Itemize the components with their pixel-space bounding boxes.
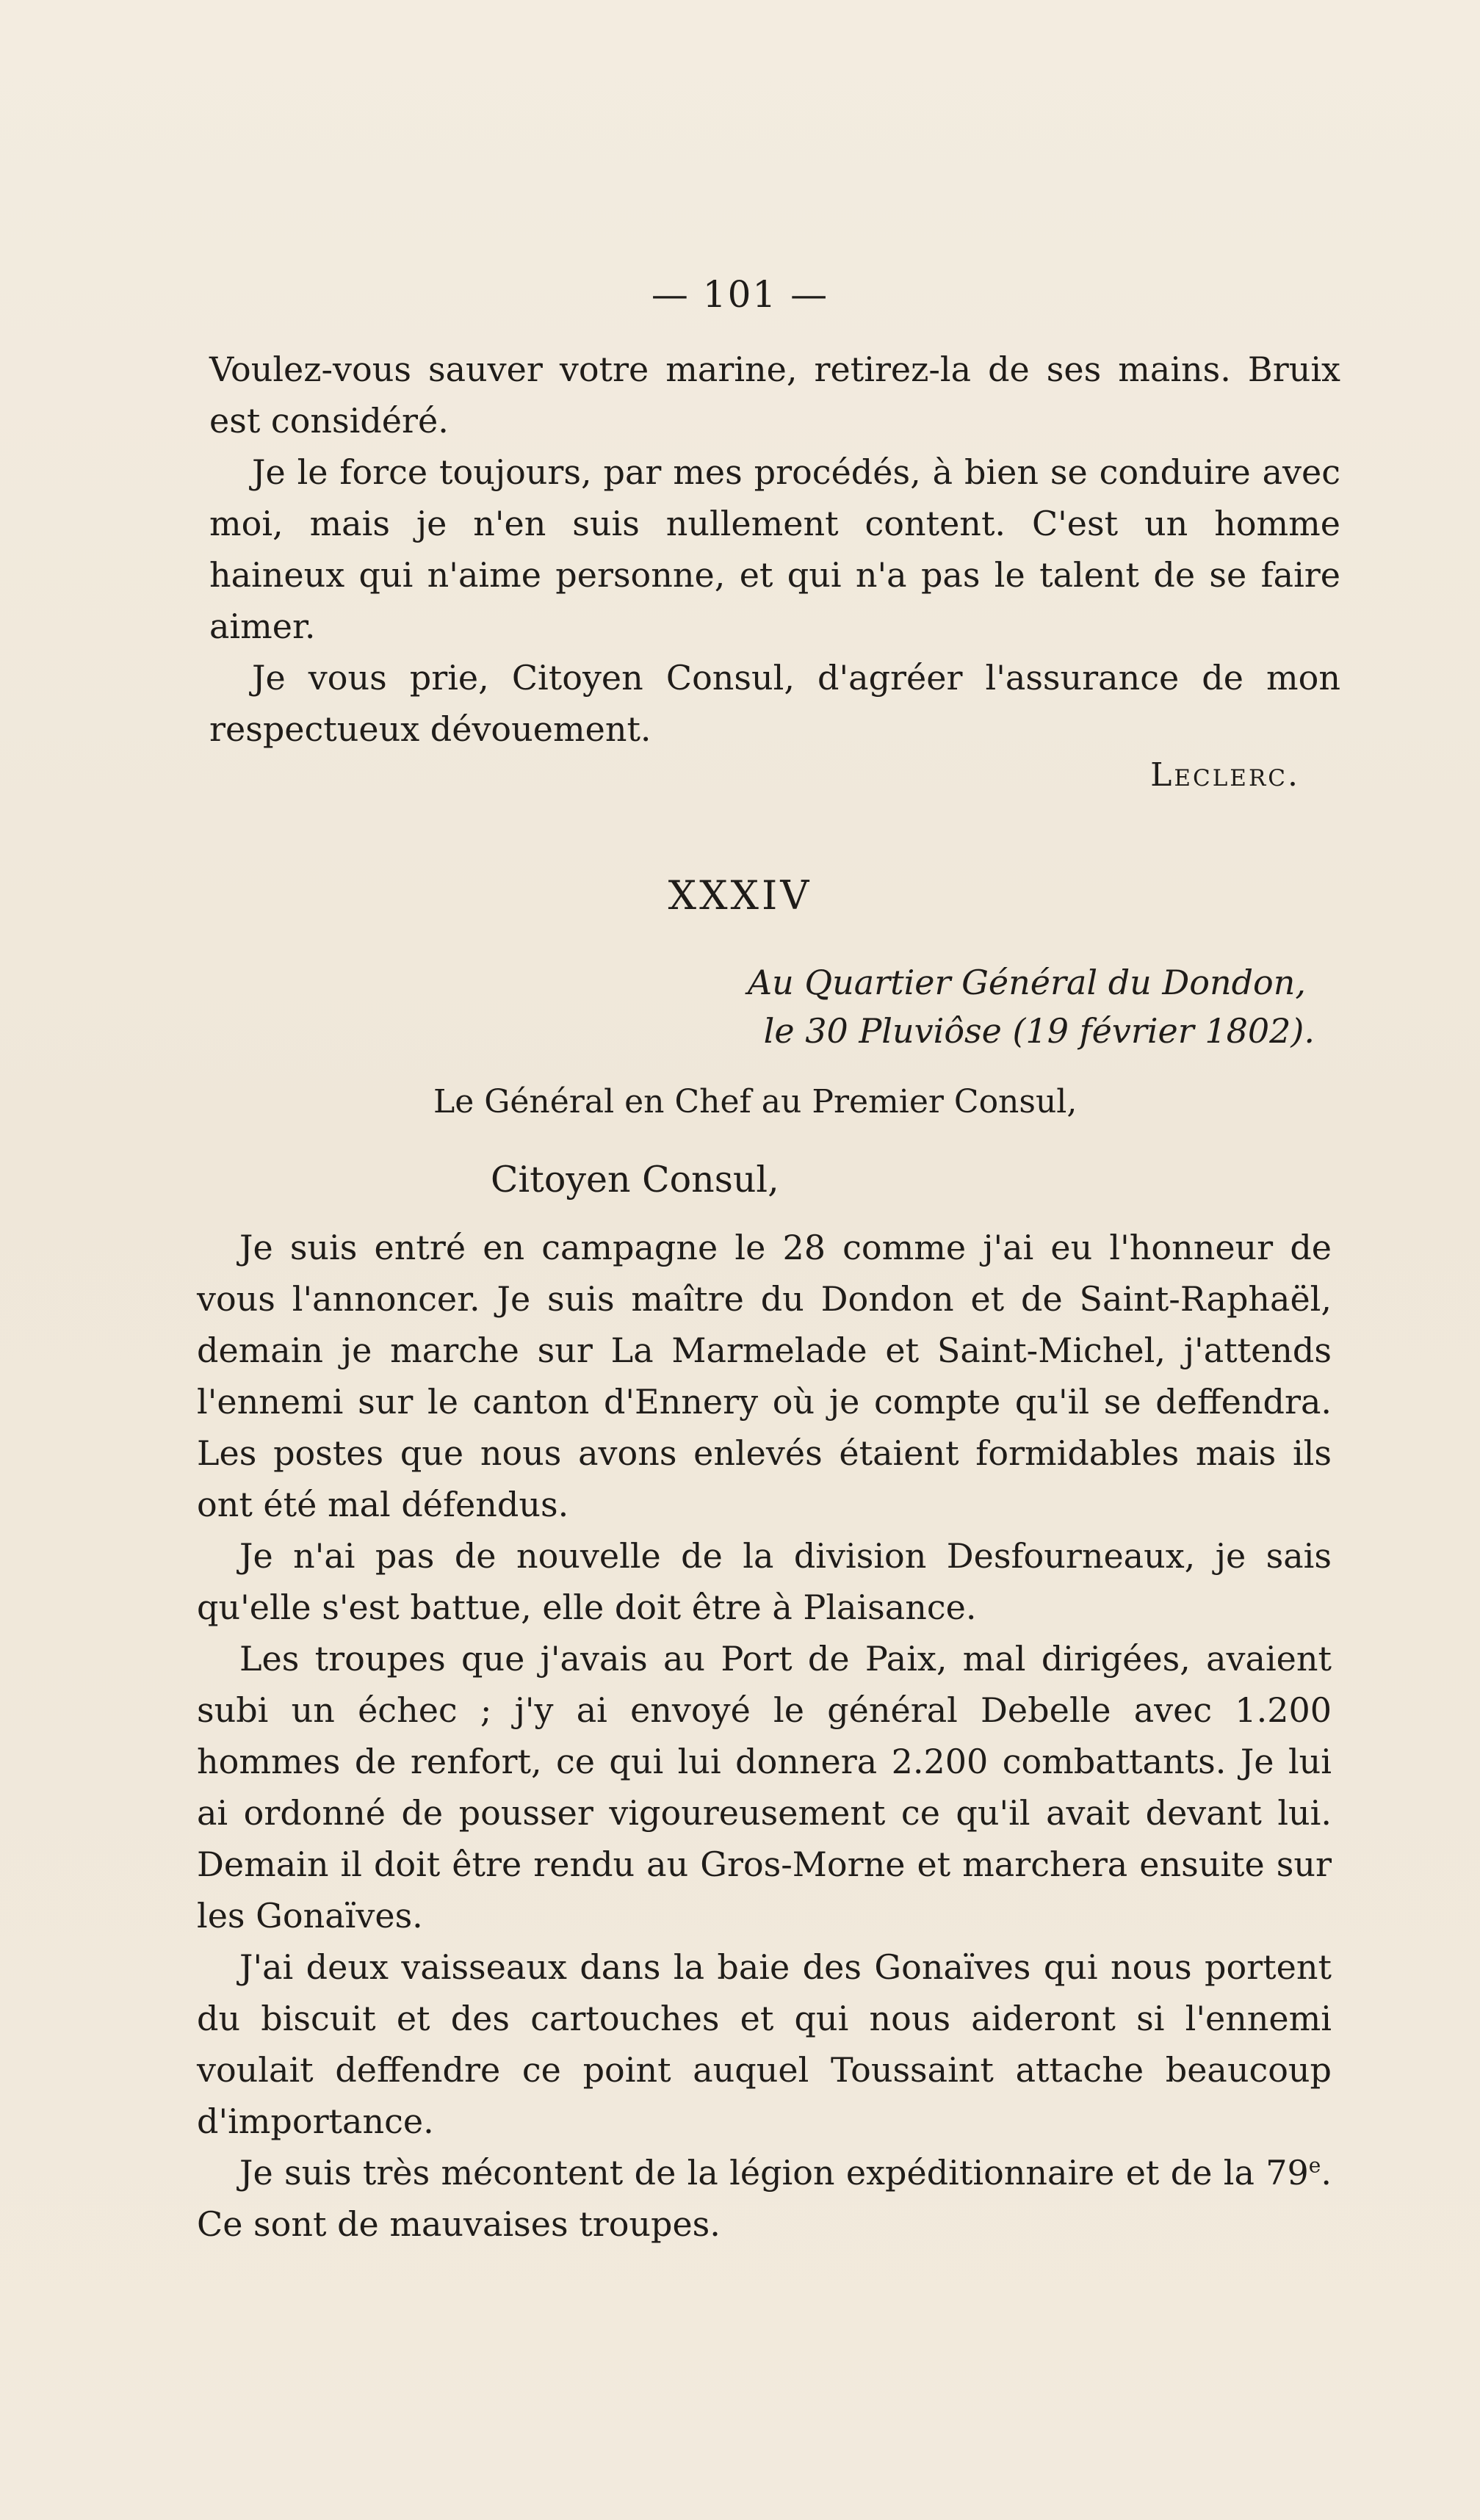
paragraph-last	[197, 2147, 1332, 2250]
paragraph: Voulez-vous sauver votre marine, retirez-la de ses mains. Bruix est considéré.	[209, 350, 1340, 441]
paragraph-text-end: . Ce sont de mauvaises troupes.	[197, 2153, 1332, 2244]
signature: Leclerc.	[1150, 756, 1300, 794]
paragraph-text: Je suis très mécontent de la légion expéditionnaire et de la 79	[239, 2153, 1309, 2193]
ordinal-superscript: e	[1308, 2153, 1321, 2178]
letter-heading: XXXIV	[668, 872, 812, 919]
paragraph: Je n'ai pas de nouvelle de la division Desfourneaux, je sais qu'elle s'est battue, elle doit être à Plaisance.	[197, 1536, 1332, 1627]
paragraph: Je vous prie, Citoyen Consul, d'agréer l'assurance de mon respectueux dévouement.	[209, 658, 1340, 749]
letter-body	[197, 1222, 1332, 2250]
paragraph: Je suis entré en campagne le 28 comme j'ai eu l'honneur de vous l'annoncer. Je suis maître du Dondon et de Saint-Raphaël, demain je marche sur La Marmelade et Saint-Michel, j'attends l'ennemi sur le canton d'Ennery où je compte qu'il se deffendra. Les postes que nous avons enlevés étaient formidables mais ils ont été mal défendus.	[197, 1228, 1332, 1524]
date-line: le 30 Pluviôse (19 février 1802).	[763, 1011, 1315, 1051]
salutation: Citoyen Consul,	[491, 1159, 779, 1201]
addressee: Le Général en Chef au Premier Consul,	[433, 1083, 1077, 1120]
place-date	[654, 958, 1315, 1055]
letter-continuation	[209, 344, 1340, 755]
paragraph: J'ai deux vaisseaux dans la baie des Gonaïves qui nous portent du biscuit et des cartouches et qui nous aideront si l'ennemi voulait deffendre ce point auquel Toussaint attache beaucoup d'importance.	[197, 1947, 1332, 2141]
place-line: Au Quartier Général du Dondon,	[747, 963, 1306, 1002]
paragraph: Je le force toujours, par mes procédés, à bien se conduire avec moi, mais je n'en suis nullement content. C'est un homme haineux qui n'aime personne, et qui n'a pas le talent de se faire aimer.	[209, 452, 1340, 646]
page-number: — 101 —	[651, 273, 829, 316]
paragraph: Les troupes que j'avais au Port de Paix, mal dirigées, avaient subi un échec ; j'y ai envoyé le général Debelle avec 1.200 hommes de renfort, ce qui lui donnera 2.200 combattants. Je lui ai ordonné de pousser vigoureusement ce qu'il avait devant lui. Demain il doit être rendu au Gros-Morne et marchera ensuite sur les Gonaïves.	[197, 1639, 1332, 1936]
